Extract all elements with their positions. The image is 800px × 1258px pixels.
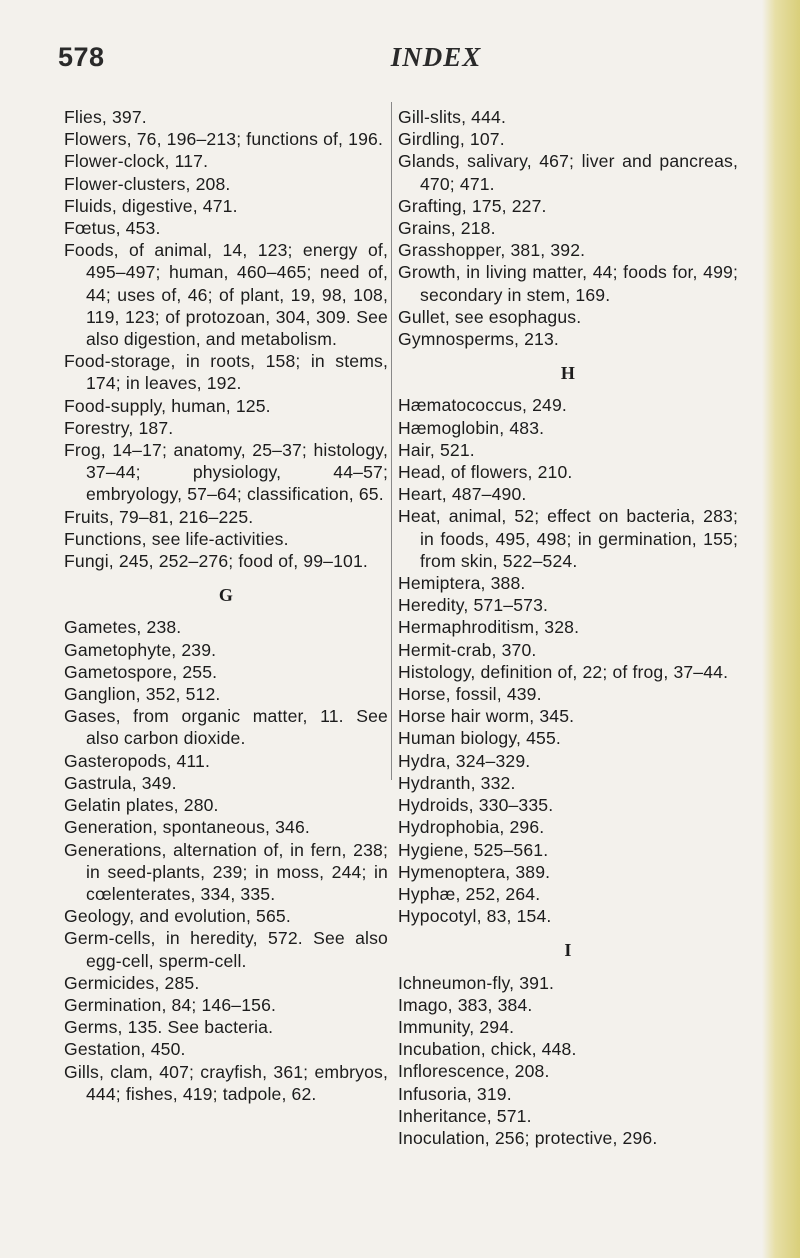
left-index-column — [64, 106, 388, 1105]
index-entry: Horse, fossil, 439. — [398, 684, 542, 705]
index-entry: Gametospore, 255. — [64, 661, 218, 682]
index-entry: Gelatin plates, 280. — [64, 795, 219, 816]
index-entry: Fœtus, 453. — [64, 218, 161, 239]
index-entry: Gasteropods, 411. — [64, 750, 210, 771]
index-entry: Growth, in living matter, 44; foods for, 499; secondary in stem, 169. — [398, 262, 738, 305]
page-number: 578 — [58, 42, 105, 72]
index-entry: Grafting, 175, 227. — [398, 195, 547, 216]
index-entry: Heat, animal, 52; effect on bacteria, 283; in foods, 495, 498; in germination, 155; from skin, 522–524. — [398, 506, 738, 571]
index-entry: Germicides, 285. — [64, 972, 200, 993]
right-index-column — [398, 106, 738, 1149]
index-entry: Inflorescence, 208. — [398, 1061, 550, 1082]
index-entry: Hymenoptera, 389. — [398, 861, 551, 882]
index-entry: Gullet, see esophagus. — [398, 306, 582, 327]
section-letter: I — [564, 940, 572, 961]
index-entry: Frog, 14–17; anatomy, 25–37; histology, 37–44; physiology, 44–57; embryology, 57–64; classification, 65. — [64, 440, 388, 505]
index-entry: Hermit-crab, 370. — [398, 639, 537, 660]
index-entry: Gestation, 450. — [64, 1039, 186, 1060]
index-entry: Generation, spontaneous, 346. — [64, 817, 310, 838]
index-entry: Hair, 521. — [398, 439, 475, 460]
index-entry: Hæmatococcus, 249. — [398, 395, 567, 416]
index-entry: Fluids, digestive, 471. — [64, 195, 238, 216]
index-entry: Hypocotyl, 83, 154. — [398, 906, 552, 927]
index-entry: Histology, definition of, 22; of frog, 37–44. — [398, 661, 729, 682]
index-entry: Hyphæ, 252, 264. — [398, 883, 541, 904]
index-entry: Hermaphroditism, 328. — [398, 617, 580, 638]
index-entry: Germination, 84; 146–156. — [64, 994, 277, 1015]
index-entry: Grasshopper, 381, 392. — [398, 240, 586, 261]
index-entry: Hæmoglobin, 483. — [398, 417, 545, 438]
section-letter: G — [218, 585, 234, 606]
section-letter: H — [560, 363, 576, 384]
index-entry: Flowers, 76, 196–213; functions of, 196. — [64, 129, 383, 150]
index-entry: Hydra, 324–329. — [398, 750, 531, 771]
index-entry: Food-storage, in roots, 158; in stems, 174; in leaves, 192. — [64, 351, 388, 394]
index-entry: Gametes, 238. — [64, 617, 182, 638]
index-entry: Human biology, 455. — [398, 728, 561, 749]
index-entry: Infusoria, 319. — [398, 1083, 512, 1104]
index-entry: Hydroids, 330–335. — [398, 795, 554, 816]
index-entry: Gills, clam, 407; crayfish, 361; embryos, 444; fishes, 419; tadpole, 62. — [64, 1061, 388, 1104]
index-entry: Hydranth, 332. — [398, 772, 516, 793]
index-entry: Incubation, chick, 448. — [398, 1039, 577, 1060]
index-entry: Gastrula, 349. — [64, 772, 177, 793]
index-entry: Geology, and evolution, 565. — [64, 906, 291, 927]
index-entry: Generations, alternation of, in fern, 238; in seed-plants, 239; in moss, 244; in cœlenterates, 334, 335. — [64, 839, 388, 904]
page-edge-shading — [762, 0, 800, 1258]
index-entry: Hydrophobia, 296. — [398, 817, 545, 838]
index-entry: Immunity, 294. — [398, 1016, 515, 1037]
index-entry: Germs, 135. See bacteria. — [64, 1017, 274, 1038]
index-entry: Gametophyte, 239. — [64, 639, 217, 660]
index-entry: Functions, see life-activities. — [64, 528, 289, 549]
index-entry: Ichneumon-fly, 391. — [398, 972, 555, 993]
index-entry: Flies, 397. — [64, 107, 147, 127]
index-entry: Forestry, 187. — [64, 417, 174, 438]
index-entry: Inheritance, 571. — [398, 1105, 532, 1126]
index-entry: Fruits, 79–81, 216–225. — [64, 506, 254, 527]
index-entry: Imago, 383, 384. — [398, 994, 533, 1015]
index-entry: Gymnosperms, 213. — [398, 329, 559, 350]
page-header — [58, 42, 758, 82]
index-entry: Girdling, 107. — [398, 129, 505, 150]
index-entry: Germ-cells, in heredity, 572. See also egg-cell, sperm-cell. — [64, 928, 388, 971]
index-entry: Hemiptera, 388. — [398, 573, 526, 594]
index-entry: Heart, 487–490. — [398, 484, 527, 505]
index-entry: Flower-clusters, 208. — [64, 173, 231, 194]
index-entry: Heredity, 571–573. — [398, 595, 549, 616]
index-entry: Grains, 218. — [398, 218, 496, 239]
index-entry: Head, of flowers, 210. — [398, 462, 573, 483]
index-entry: Inoculation, 256; protective, 296. — [398, 1127, 658, 1148]
index-entry: Flower-clock, 117. — [64, 151, 209, 172]
column-divider — [391, 102, 392, 780]
index-entry: Ganglion, 352, 512. — [64, 684, 221, 705]
index-entry: Gases, from organic matter, 11. See also carbon dioxide. — [64, 706, 388, 749]
index-entry: Foods, of animal, 14, 123; energy of, 495–497; human, 460–465; need of, 44; uses of, 46; of plant, 19, 98, 108, 119, 123; of protozoan, 304, 309. See also digestion, and metabolism. — [64, 240, 388, 350]
index-entry: Glands, salivary, 467; liver and pancreas, 470; 471. — [398, 151, 738, 194]
index-entry: Hygiene, 525–561. — [398, 839, 549, 860]
running-title: INDEX — [390, 42, 482, 72]
index-entry: Gill-slits, 444. — [398, 107, 506, 127]
index-entry: Food-supply, human, 125. — [64, 395, 271, 416]
index-entry: Horse hair worm, 345. — [398, 706, 575, 727]
index-entry: Fungi, 245, 252–276; food of, 99–101. — [64, 551, 368, 572]
